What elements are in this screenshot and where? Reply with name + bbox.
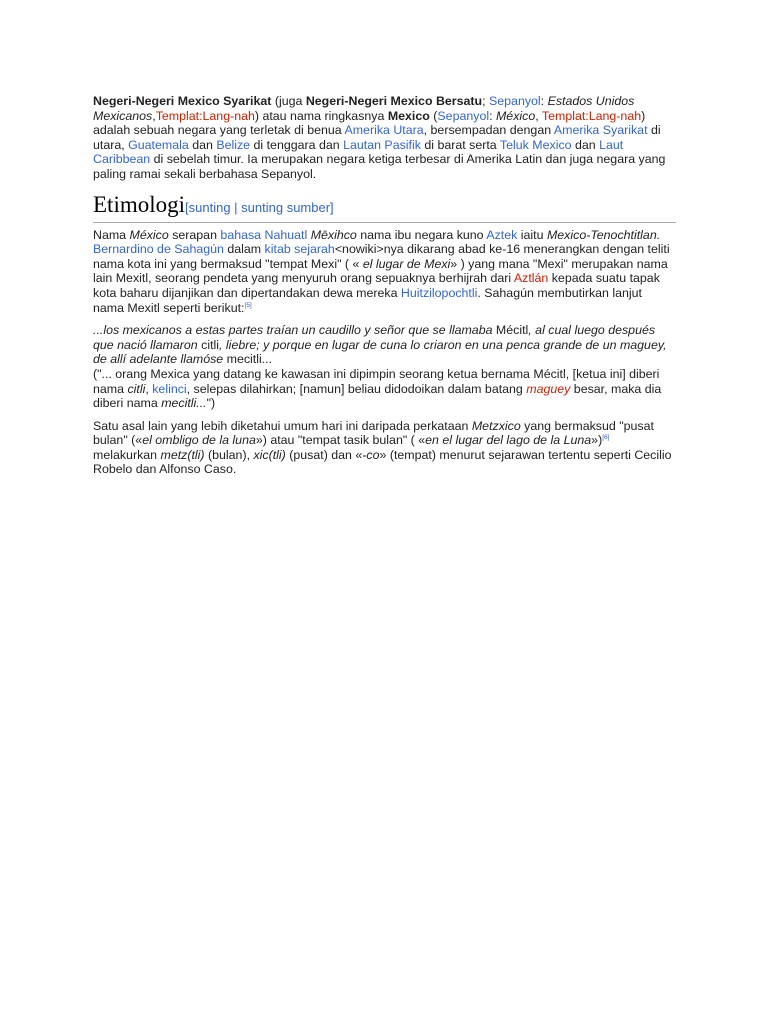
edit-bracket-open: [ <box>185 199 189 215</box>
p2-text: (bulan), <box>204 447 254 462</box>
link-belize[interactable]: Belize <box>216 137 251 152</box>
link-teluk-mexico[interactable]: Teluk Mexico <box>499 137 572 152</box>
p1-text: Nama <box>93 227 130 242</box>
p1-text: » ) yang mana "Mexi" merupakan nama lain Mexitl, seorang pendeta yang menyuruh orang sepuaknya berhijrah dari <box>93 256 668 286</box>
p1-italic: México <box>129 227 169 242</box>
p2-italic: el ombligo de la luna <box>142 433 256 448</box>
p1-text: nama ibu negara kuno <box>356 227 487 242</box>
quote-translation: ("... orang Mexica yang datang ke kawasan ini dipimpin seorang ketua bernama Mécitl, [ketua ini] diberi nama <box>93 366 660 396</box>
edit-separator: | <box>230 199 242 215</box>
edit-source-link[interactable]: sunting sumber <box>241 199 331 215</box>
p1-text: dalam <box>223 242 265 257</box>
p1-text: . Sahagún membutirkan lanjut nama Mexitl seperti berikut: <box>93 285 642 315</box>
quote-text: mecitli... <box>223 352 273 367</box>
link-laut-caribbean[interactable]: Laut Caribbean <box>93 137 624 167</box>
quote-italic: , liebre; y porque en lugar de cuna lo criaron en una penca grande de un maguey, de allí adelante llamóse <box>93 337 667 367</box>
intro-bold-alt-name: Negeri-Negeri Mexico Bersatu <box>305 94 483 108</box>
p2-text: Satu asal lain yang lebih diketahui umum hari ini daripada perkataan <box>93 418 472 433</box>
intro-text: ) adalah sebuah negara yang terletak di benua <box>93 108 646 138</box>
intro-text: di barat serta <box>420 137 500 152</box>
intro-text: ; <box>482 94 489 108</box>
p2-text: (pusat) dan « <box>285 447 363 462</box>
link-lautan-pasifik[interactable]: Lautan Pasifik <box>343 137 421 152</box>
p2-italic: Metzxico <box>471 418 521 433</box>
section-title: Etimologi <box>93 191 185 217</box>
p2-italic: -co <box>362 447 380 462</box>
link-templat-lang-nah-2[interactable]: Templat:Lang-nah <box>541 108 642 123</box>
intro-italic-mexico: México <box>495 108 536 123</box>
edit-links <box>185 200 334 215</box>
etymology-paragraph-2 <box>93 419 676 477</box>
quote-translation: , selepas dilahirkan; [namun] beliau didodoikan dalam batang <box>186 381 527 396</box>
link-bahasa-nahuatl[interactable]: bahasa Nahuatl <box>220 227 308 242</box>
link-maguey-label: maguey <box>526 381 571 396</box>
p1-text: kepada suatu tapak kota baharu dijanjikan dan dipertandakan dewa mereka <box>93 271 660 300</box>
section-heading-etimologi <box>93 192 676 223</box>
edit-link[interactable]: sunting <box>188 199 231 215</box>
p1-text: <nowiki>nya dikarang abad ke-16 menerangkan dengan teliti nama kota ini yang bermaksud "tempat Mexi" ( « <box>93 242 670 271</box>
quote-text: citli <box>201 337 220 352</box>
link-amerika-syarikat[interactable]: Amerika Syarikat <box>553 123 648 138</box>
intro-text: , bersempadan dengan <box>423 123 554 138</box>
link-kitab-sejarah[interactable]: kitab sejarah <box>264 242 335 257</box>
p2-text: ») <box>591 433 603 448</box>
link-aztlan[interactable]: Aztlán <box>513 271 549 286</box>
link-guatemala[interactable]: Guatemala <box>128 137 189 152</box>
reference-6[interactable]: [6] <box>602 434 610 442</box>
edit-bracket-close: ] <box>330 199 334 215</box>
p1-italic: Mexico-Tenochtitlan. <box>546 227 661 242</box>
intro-text: , <box>535 108 542 123</box>
link-aztek[interactable]: Aztek <box>486 227 518 242</box>
link-sepanyol[interactable]: Sepanyol <box>489 94 541 108</box>
link-bernardino-de-sahagun[interactable]: Bernardino de Sahagún <box>93 242 224 257</box>
intro-text: , <box>152 108 156 123</box>
intro-text: di tenggara dan <box>250 137 344 152</box>
p1-text: iaitu <box>517 227 547 242</box>
link-maguey[interactable] <box>526 382 570 396</box>
intro-text: : <box>489 108 496 123</box>
p2-italic: en el lugar del lago de la Luna <box>425 433 592 448</box>
intro-text: di sebelah timur. Ia merupakan negara ketiga terbesar di Amerika Latin dan juga negara yang paling ramai sekali berbahasa Sepanyol. <box>93 152 666 181</box>
quote-translation: , <box>145 381 153 396</box>
intro-text: : <box>540 94 548 108</box>
intro-text: di utara, <box>93 123 661 152</box>
etymology-paragraph-1 <box>93 228 676 316</box>
etymology-quote <box>93 323 676 411</box>
p2-text: ») atau "tempat tasik bulan" ( « <box>255 433 426 448</box>
p2-text: yang bermaksud "pusat bulan" (« <box>93 418 654 448</box>
quote-translation: ") <box>206 396 216 411</box>
link-kelinci[interactable]: kelinci <box>152 381 187 396</box>
intro-bold-short-name: Mexico <box>387 108 430 123</box>
quote-italic: citli <box>127 381 146 396</box>
link-templat-lang-nah[interactable]: Templat:Lang-nah <box>155 108 255 123</box>
quote-text: Mécitl <box>492 323 529 338</box>
p1-italic: Mēxihco <box>310 227 357 242</box>
intro-text: (juga <box>271 94 306 108</box>
intro-bold-name: Negeri-Negeri Mexico Syarikat <box>93 94 272 108</box>
p2-italic: metz(tli) <box>160 447 205 462</box>
intro-italic-spanish-name: Estados Unidos Mexicanos <box>93 94 635 123</box>
quote-italic: mecitli... <box>161 396 207 411</box>
intro-text: dan <box>188 137 217 152</box>
quote-italic: , al cual luego después que nació llamaron <box>93 323 656 352</box>
link-huitzilopochtli[interactable]: Huitzilopochtli <box>400 285 478 300</box>
p2-text: melakurkan <box>93 447 161 462</box>
intro-text: ) atau nama ringkasnya <box>254 108 388 123</box>
quote-italic: ...los mexicanos a estas partes traían un caudillo y señor que se llamaba <box>93 323 493 338</box>
p2-text: » (tempat) menurut sejarawan tertentu seperti Cecilio Robelo dan Alfonso Caso. <box>93 447 672 477</box>
intro-text: ( <box>429 108 438 123</box>
link-amerika-utara[interactable]: Amerika Utara <box>344 123 424 138</box>
p1-italic: el lugar de Mexi <box>362 256 451 271</box>
article-content <box>93 94 676 485</box>
reference-5[interactable]: [5] <box>244 301 252 309</box>
link-sepanyol-2[interactable]: Sepanyol <box>437 108 490 123</box>
intro-text: dan <box>571 137 600 152</box>
intro-paragraph <box>93 94 676 182</box>
quote-translation: besar, maka dia diberi nama <box>93 381 662 411</box>
p2-italic: xic(tli) <box>253 447 286 462</box>
p1-text: serapan <box>168 227 221 242</box>
